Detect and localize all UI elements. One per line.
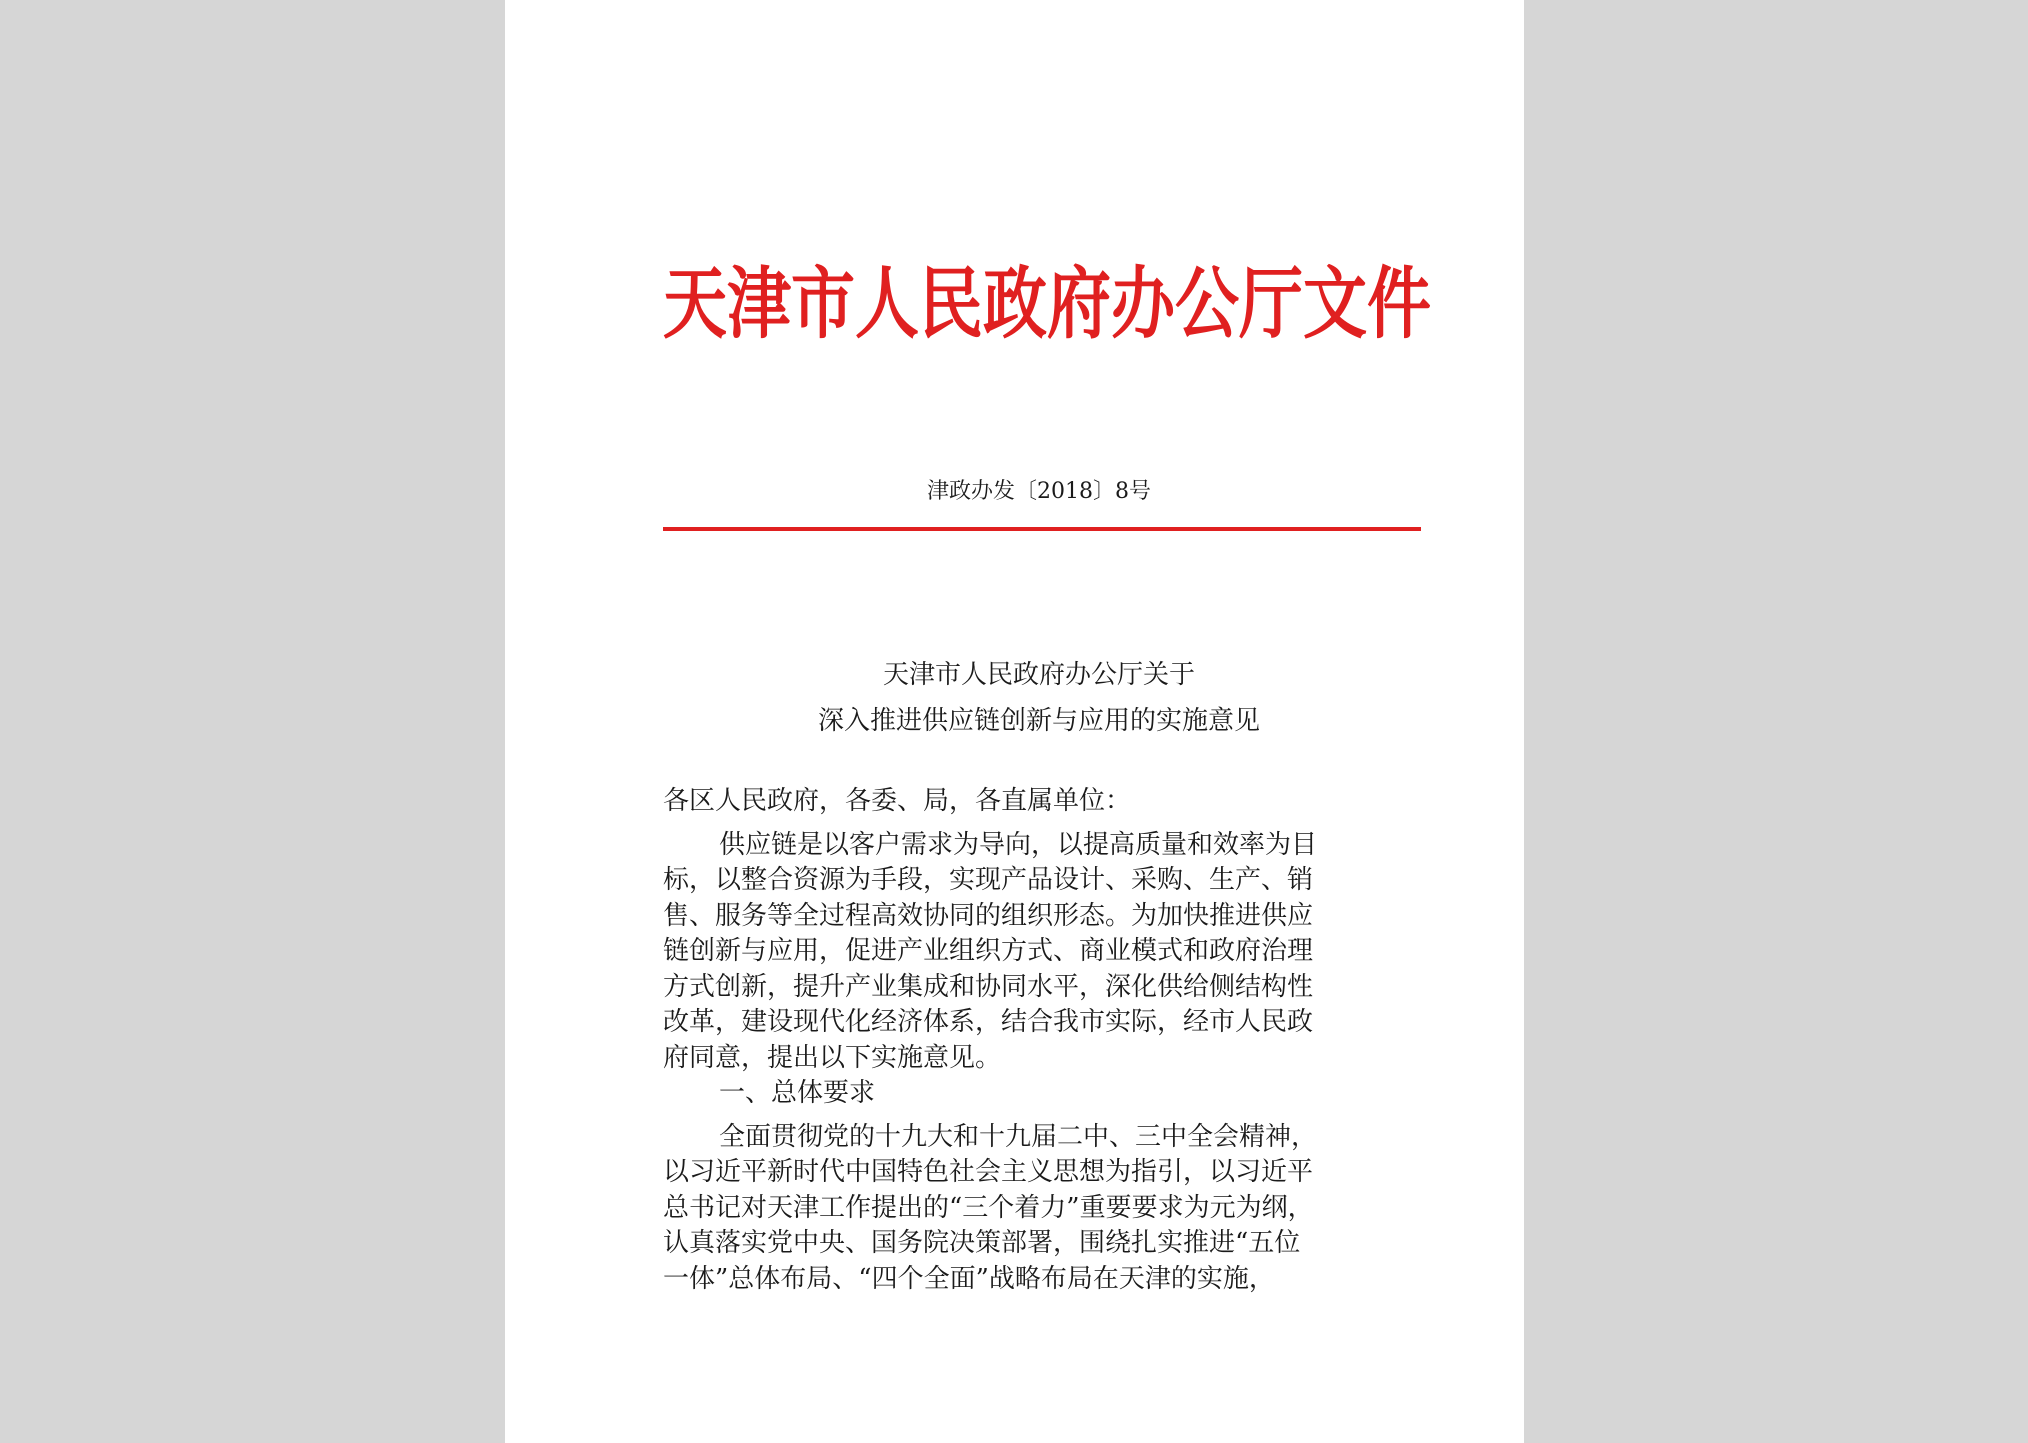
paragraph-line: 售、服务等全过程高效协同的组织形态。为加快推进供应 [663,900,1314,931]
paragraph-line: 总书记对天津工作提出的“三个着力”重要要求为元为纲， [663,1192,1314,1223]
line-gap [663,1112,1353,1120]
line-gap [663,820,1353,828]
document-body [663,784,1353,1297]
red-divider-line [663,527,1421,531]
paragraph-line: 供应链是以客户需求为导向，以提高质量和效率为目 [719,829,1318,860]
salutation: 各区人民政府，各委、局，各直属单位： [663,786,1132,816]
paragraph-line: 改革，建设现代化经济体系，结合我市实际，经市人民政 [663,1007,1314,1037]
paragraph-line: 府同意，提出以下实施意见。 [663,1042,1002,1073]
paragraph-line: 以习近平新时代中国特色社会主义思想为指引，以习近平 [663,1157,1314,1187]
document-number: 津政办发〔2018〕8号 [927,479,1151,504]
section-heading: 一、总体要求 [719,1078,876,1108]
paragraph-line: 方式创新，提升产业集成和协同水平，深化供给侧结构性 [663,971,1314,1002]
paragraph-line: 链创新与应用，促进产业组织方式、商业模式和政府治理 [663,936,1314,966]
paragraph-line: 标，以整合资源为手段，实现产品设计、采购、生产、销 [663,865,1314,895]
notice-title-line: 深入推进供应链创新与应用的实施意见 [817,706,1260,736]
paragraph-line: 全面贯彻党的十九大和十九届二中、三中全会精神， [719,1121,1318,1152]
document-header-title: 天津市人民政府办公厅文件 [663,259,1431,351]
paragraph-line: 一体”总体布局、“四个全面”战略布局在天津的实施， [663,1263,1275,1294]
paragraph-line: 认真落实党中央、国务院决策部署，围绕扎实推进“五位 [663,1228,1301,1258]
notice-title-line: 天津市人民政府办公厅关于 [882,660,1195,690]
notice-title [663,652,1415,744]
